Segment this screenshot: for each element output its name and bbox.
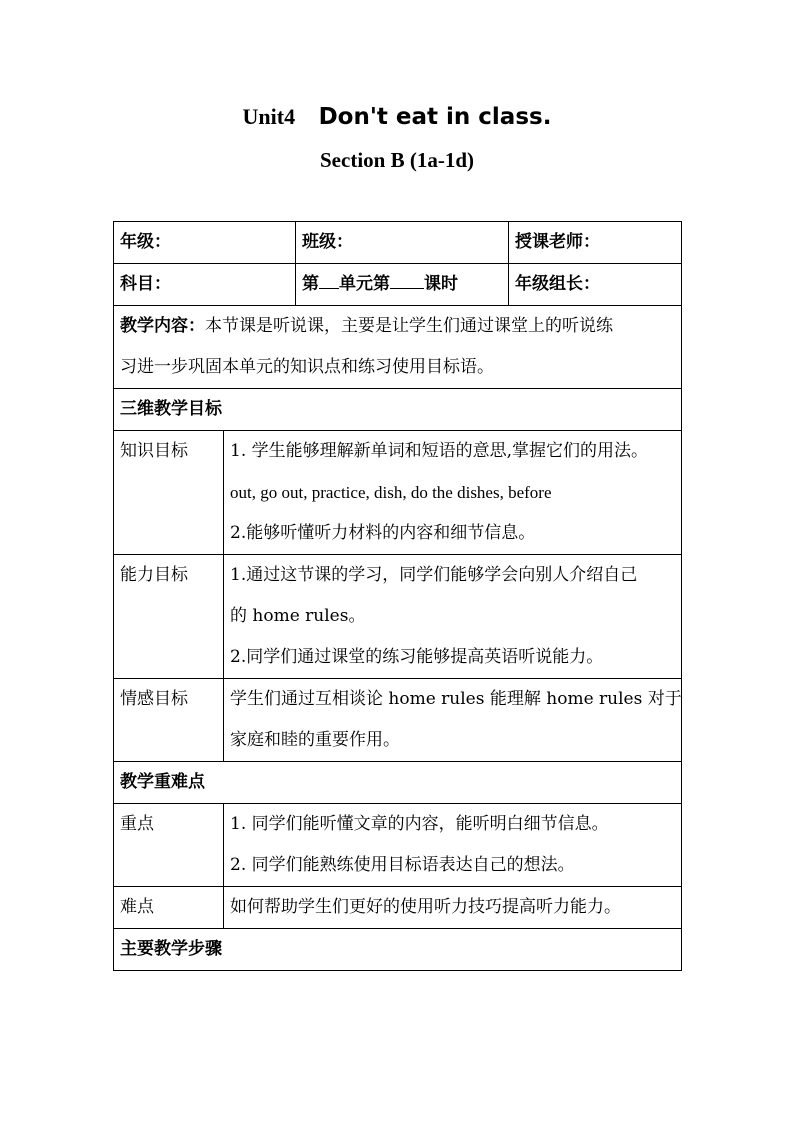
unit-lesson-cell <box>296 264 509 306</box>
knowledge-line1: 1. 学生能够理解新单词和短语的意思,掌握它们的用法。 <box>230 441 649 461</box>
teacher-cell <box>509 222 682 264</box>
teaching-content-line1 <box>120 306 675 347</box>
teaching-content-heading: 教学内容： <box>120 316 205 336</box>
lesson-blank <box>390 287 424 289</box>
section-title: Section B (1a-1d) <box>320 148 474 172</box>
document-title <box>0 104 794 130</box>
row-subject-unit-leader <box>114 264 682 306</box>
knowledge-line3: 2.能够听懂听力材料的内容和细节信息。 <box>230 523 536 543</box>
class-cell <box>296 222 509 264</box>
objectives-heading: 三维教学目标 <box>120 399 222 419</box>
emotion-label-cell <box>114 679 224 762</box>
row-key-points-heading <box>114 762 682 804</box>
focus-line1: 1. 同学们能听懂文章的内容，能听明白细节信息。 <box>230 814 609 834</box>
difficulty-label-cell <box>114 887 224 929</box>
unit-prefix: 第 <box>302 274 319 294</box>
subject-cell <box>114 264 296 306</box>
focus-line2: 2. 同学们能熟练使用目标语表达自己的想法。 <box>230 855 575 875</box>
teaching-content-line2: 习进一步巩固本单元的知识点和练习使用目标语。 <box>120 357 494 377</box>
focus-content-cell <box>224 804 682 887</box>
steps-heading-cell <box>114 929 682 971</box>
teacher-label: 授课老师： <box>515 232 600 252</box>
knowledge-label: 知识目标 <box>120 441 188 461</box>
knowledge-line2: out, go out, practice, dish, do the dishes, before <box>230 483 552 502</box>
row-steps-heading <box>114 929 682 971</box>
unit-blank <box>319 287 339 289</box>
ability-content-cell <box>224 555 682 679</box>
row-objectives-heading <box>114 389 682 431</box>
unit-middle: 单元第 <box>339 274 390 294</box>
row-grade-class-teacher <box>114 222 682 264</box>
teaching-content-cell <box>114 306 682 389</box>
focus-label: 重点 <box>120 814 154 834</box>
unit-number: Unit4 <box>242 104 296 129</box>
ability-line2: 的 home rules。 <box>230 606 366 626</box>
row-knowledge-objective <box>114 431 682 555</box>
grade-cell <box>114 222 296 264</box>
lesson-plan-table <box>113 221 682 971</box>
unit-lesson-field <box>302 264 502 305</box>
objectives-heading-cell <box>114 389 682 431</box>
class-label: 班级： <box>302 232 353 252</box>
ability-label: 能力目标 <box>120 565 188 585</box>
difficulty-content-cell <box>224 887 682 929</box>
unit-suffix: 课时 <box>424 274 458 294</box>
emotion-content-cell <box>224 679 682 762</box>
ability-label-cell <box>114 555 224 679</box>
focus-label-cell <box>114 804 224 887</box>
knowledge-content-cell <box>224 431 682 555</box>
knowledge-label-cell <box>114 431 224 555</box>
row-difficulty <box>114 887 682 929</box>
ability-line1: 1.通过这节课的学习，同学们能够学会向别人介绍自己 <box>230 565 638 585</box>
grade-label: 年级： <box>120 232 171 252</box>
row-emotion-objective <box>114 679 682 762</box>
teaching-content-text1: 本节课是听说课，主要是让学生们通过课堂上的听说练 <box>205 316 613 336</box>
row-ability-objective <box>114 555 682 679</box>
emotion-line2: 家庭和睦的重要作用。 <box>230 730 400 750</box>
difficulty-line1: 如何帮助学生们更好的使用听力技巧提高听力能力。 <box>230 897 621 917</box>
difficulty-label: 难点 <box>120 897 154 917</box>
row-teaching-content <box>114 306 682 389</box>
row-focus <box>114 804 682 887</box>
group-leader-cell <box>509 264 682 306</box>
subject-label: 科目： <box>120 274 171 294</box>
steps-heading: 主要教学步骤 <box>120 939 222 959</box>
emotion-line1: 学生们通过互相谈论 home rules 能理解 home rules 对于 <box>230 689 682 709</box>
group-leader-label: 年级组长： <box>515 274 600 294</box>
key-points-heading: 教学重难点 <box>120 772 205 792</box>
key-points-heading-cell <box>114 762 682 804</box>
unit-sentence: Don't eat in class. <box>318 104 552 130</box>
emotion-label: 情感目标 <box>120 689 188 709</box>
ability-line3: 2.同学们通过课堂的练习能够提高英语听说能力。 <box>230 647 604 667</box>
